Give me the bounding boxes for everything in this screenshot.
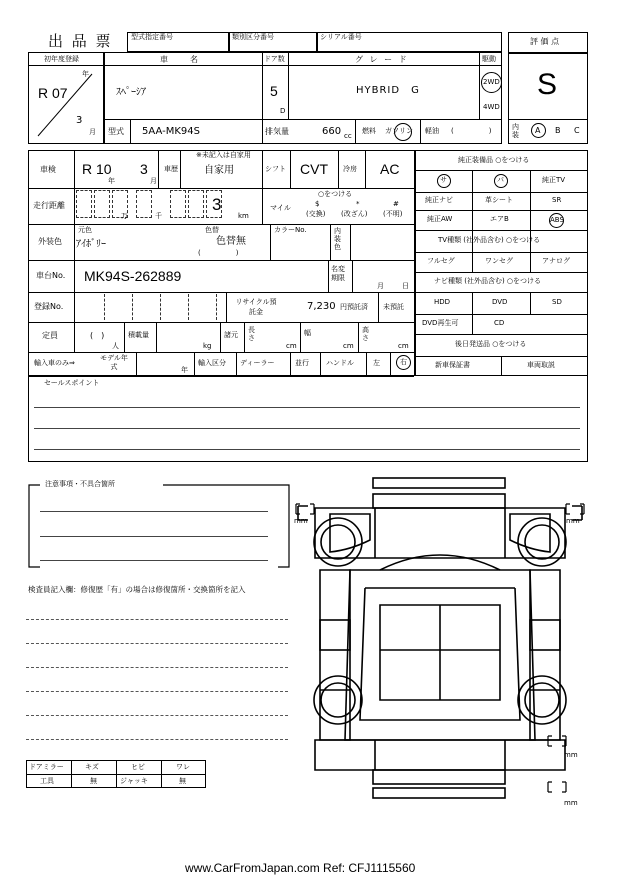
mile-option-mile: マイル [270,204,291,212]
mile-option-exchange-sym: $ [315,200,320,208]
navi-cd: CD [494,319,505,327]
recycle-unpaid: 未預託 [383,303,404,311]
repaint-label: 色替 [205,226,219,234]
drive-4wd: 4WD [483,103,500,111]
ac-label: 冷房 [343,165,357,173]
year-unit: 年 [82,70,89,78]
import-label: 輸入車のみ⇒ [34,359,75,367]
mileage-label: 走行距離 [33,201,65,210]
car-damage-diagram [280,470,600,818]
sales-point-label: セールスポイント [44,379,100,387]
grade-label: グ レ ー ド [355,55,409,64]
legend-crack: ヒビ [131,763,145,771]
mile-option-exchange: (交換) [306,210,326,218]
legend-tools-value: 無 [90,777,97,785]
later-warranty: 新車保証書 [435,361,470,369]
inspector-label: 検査員記入欄：修復歴「有」の場合は修復箇所・交換箇所を記入 [28,585,246,594]
car-name-value: ｽﾍﾟｰｼｱ [116,87,146,98]
height-unit: cm [398,342,409,350]
shift-value: CVT [300,161,328,177]
chassis-label: 車台No. [36,271,66,280]
tv-analog: アナログ [542,257,570,265]
recycle-status: 円預託済 [340,303,368,311]
capacity-unit: 人 [112,342,119,350]
legend-door-mirror: ドアミラー [29,763,64,771]
color-no-label: カラーNo. [274,226,307,234]
footer-ref: www.CarFromJapan.com Ref: CFJ1115560 [185,861,416,875]
fuel-diesel: 軽油 [425,127,439,135]
fuel-other: ( ) [451,127,492,135]
tv-type-label: TV種類 (社外品含む) ○をつける [438,236,541,244]
fuel-label: 燃料 [362,127,376,135]
length-unit: cm [286,342,297,350]
type-designation-label: 型式指定番号 [131,33,173,41]
equip-genuine-tv: 純正TV [542,176,566,184]
tyre-rr-mm: mm [564,751,578,759]
drive-2wd: 2WD [483,78,500,86]
history-label: 車歴 [164,165,178,173]
month-unit: 月 [89,128,96,136]
repaint-paren: ( ) [198,249,239,257]
navi-dvd-play: DVD再生可 [422,319,459,327]
navi-hdd: HDD [434,298,451,306]
legend-tools: 工具 [40,777,54,785]
navi-sd: SD [552,298,562,306]
classification-label: 類別区分番号 [232,33,274,41]
import-dealer: ディーラー [240,359,275,367]
mileage-value: 3 [212,195,222,214]
handle-left: 左 [373,359,380,367]
repaint-value: 色替無 [216,236,246,247]
equip-pa: パ [497,176,504,184]
tyre-fr-mm: mm [566,517,580,525]
recycle-label: リサイクル預託金 [235,298,277,316]
capacity-label: 定員 [42,331,58,340]
navi-type-label: ナビ種類 (社外品含む) ○をつける [434,277,542,285]
original-color-value: ｱｲﾎﾞﾘｰ [76,239,106,250]
navi-dvd: DVD [492,298,508,306]
model-year-label: モデル年式 [100,354,128,371]
score-value: S [537,68,558,101]
handle-label: ハンドル [326,359,354,367]
import-parallel: 並行 [295,359,309,367]
handle-right: 右 [400,358,407,366]
interior-color-label: 内装色 [334,227,341,251]
length-label: 長さ [248,326,255,342]
width-label: 幅 [304,329,311,337]
form-title: 出 品 票 [48,32,113,50]
history-note: ※未記入は自家用 [196,151,251,159]
load-label: 積載量 [128,331,149,339]
inspection-year: R 10 [82,161,112,177]
mile-option-tamper-sym: * [356,200,360,208]
fuel-gasoline: ガソリン [385,127,413,135]
original-color-label: 元色 [78,226,92,234]
inspection-month: 3 [140,161,148,177]
height-label: 高さ [362,326,369,342]
mileage-sen-unit: 千 [155,212,162,220]
later-label: 後日発送品 ○をつける [455,340,527,348]
registration-label: 登録No. [34,302,64,311]
import-type-label: 輸入区分 [198,359,226,367]
first-reg-label: 初年度登録 [44,55,79,63]
tv-fullseg: フルセグ [427,257,455,265]
registration-boxes [76,294,226,320]
displacement-unit: cc [344,132,352,140]
dims-label: 諸元 [224,331,238,339]
mile-option-unknown-sym: # [393,200,399,208]
width-unit: cm [343,342,354,350]
capacity-value: ( ) [90,331,105,340]
later-manual: 車両取説 [527,361,555,369]
drive-label: 駆動 [482,55,496,63]
score-label: 評 価 点 [530,37,560,46]
mile-option-tamper: (改ざん) [341,210,368,218]
car-name-label: 車 名 [160,55,200,64]
mile-option-unknown: (不明) [383,210,403,218]
recycle-value: 7,230 [307,301,336,312]
model-label: 型式 [108,127,124,136]
displacement-value: 660 [322,126,342,137]
name-change-label: 名変期限 [331,265,345,282]
genuine-equipment-label: 純正装備品 ○をつける [458,156,530,164]
model-year-unit: 年 [181,366,188,374]
inspection-year-unit: 年 [108,177,115,185]
load-unit: kg [203,342,212,350]
serial-label: シリアル番号 [320,33,362,41]
caution-label: 注意事項・不具合箇所 [45,480,115,488]
equip-airbag: エアB [490,215,509,223]
caution-bracket [28,484,290,568]
interior-grade-a: A [535,126,541,135]
fuel-gasoline-circle [394,123,412,141]
equip-sr: SR [552,196,562,204]
tv-oneseg: ワンセグ [485,257,513,265]
ac-value: AC [380,161,400,177]
mile-note: ○をつける [318,190,353,198]
door-label: ドア数 [264,55,285,63]
tyre-spare-mm: mm [564,799,578,807]
name-change-month: 月 [377,282,384,290]
door-suffix: D [280,107,286,115]
mileage-man-unit: 万 [121,212,128,220]
exterior-color-label: 外装色 [38,237,62,246]
first-reg-month: 3 [76,115,83,126]
inspection-month-unit: 月 [150,177,157,185]
legend-break: ワレ [176,763,190,771]
equip-sa: サ [440,176,447,184]
mileage-unit: km [238,212,249,220]
name-change-day: 日 [402,282,409,290]
door-value: 5 [270,83,278,99]
inspection-label: 車検 [40,165,56,174]
legend-jack-value: 無 [179,777,186,785]
first-reg-year: R 07 [38,85,68,101]
grade-value: HYBRID G [356,85,420,96]
interior-label: 内装 [512,123,519,139]
legend-scratch: キズ [85,763,99,771]
legend-jack: ジャッキ [120,777,148,785]
equip-abs: ABS [550,216,564,224]
interior-grade-c: C [574,126,580,135]
shift-label: シフト [265,165,286,173]
mileage-digit-boxes [76,190,232,218]
header-number-box [127,32,502,52]
tyre-fl-mm: mm [294,517,308,525]
chassis-value: MK94S-262889 [84,268,182,284]
equip-leather: 革シート [485,196,513,204]
interior-grade-b: B [555,126,561,135]
equip-genuine-aw: 純正AW [427,215,453,223]
displacement-label: 排気量 [265,127,289,136]
model-value: 5AA-MK94S [142,126,200,137]
equip-genuine-navi: 純正ナビ [425,196,453,204]
history-value: 自家用 [204,165,234,176]
